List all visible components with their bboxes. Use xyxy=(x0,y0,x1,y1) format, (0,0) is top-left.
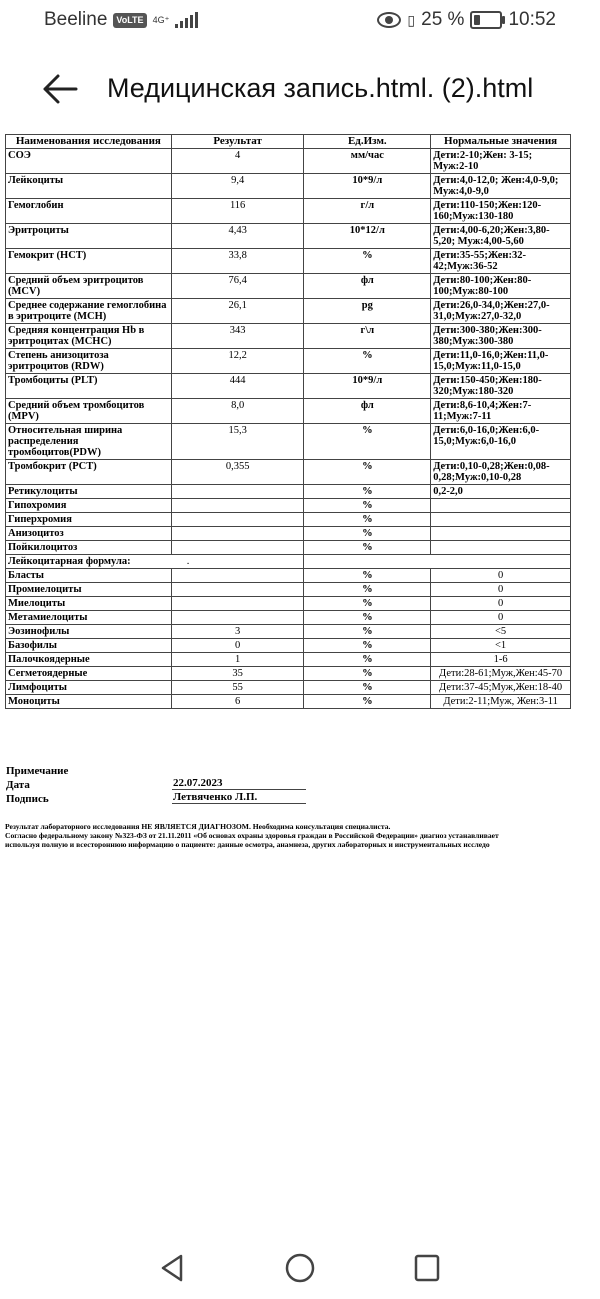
cell-unit: % xyxy=(304,681,431,695)
table-row xyxy=(6,249,571,274)
cell-result: 4,43 xyxy=(171,224,304,249)
table-row xyxy=(6,149,571,174)
header-unit: Ед.Изм. xyxy=(304,135,431,149)
cell-unit: % xyxy=(304,527,431,541)
date-label: Дата xyxy=(6,779,30,791)
table-row xyxy=(6,527,571,541)
table-row xyxy=(6,639,571,653)
status-bar xyxy=(0,0,600,42)
cell-result: 35 xyxy=(171,667,304,681)
table-row xyxy=(6,653,571,667)
cell-result xyxy=(171,485,304,499)
cell-unit: % xyxy=(304,625,431,639)
cell-name: Пойкилоцитоз xyxy=(6,541,172,555)
cell-result: 6 xyxy=(171,695,304,709)
table-row xyxy=(6,681,571,695)
cell-norm: <5 xyxy=(431,625,571,639)
cell-name: Гемоглобин xyxy=(6,199,172,224)
table-row xyxy=(6,583,571,597)
cell-unit: % xyxy=(304,513,431,527)
cell-unit: 10*9/л xyxy=(304,174,431,199)
header-result: Результат xyxy=(171,135,304,149)
eye-icon xyxy=(377,12,401,28)
cell-norm: 1-6 xyxy=(431,653,571,667)
cell-norm: Дети:35-55;Жен:32-42;Муж:36-52 xyxy=(431,249,571,274)
table-row xyxy=(6,199,571,224)
nav-home-icon[interactable] xyxy=(283,1248,317,1288)
cell-norm: Дети:37-45;Муж,Жен:18-40 xyxy=(431,681,571,695)
disclaimer-line-1: Результат лабораторного исследования НЕ ЯВЛЯЕТСЯ ДИАГНОЗОМ. Необходима консультация специалиста. xyxy=(5,822,391,831)
network-type: 4G⁺ xyxy=(152,14,170,25)
cell-unit: % xyxy=(304,569,431,583)
table-row xyxy=(6,399,571,424)
cell-result xyxy=(171,541,304,555)
cell-result xyxy=(171,597,304,611)
cell-unit: мм/час xyxy=(304,149,431,174)
cell-result: 76,4 xyxy=(171,274,304,299)
cell-name: Эозинофилы xyxy=(6,625,172,639)
cell-norm: Дети:11,0-16,0;Жен:11,0-15,0;Муж:11,0-15,0 xyxy=(431,349,571,374)
table-row xyxy=(6,374,571,399)
cell-unit: % xyxy=(304,424,431,460)
cell-name: Лейкоциты xyxy=(6,174,172,199)
cell-norm xyxy=(431,527,571,541)
cell-norm: 0 xyxy=(431,611,571,625)
cell-unit: фл xyxy=(304,399,431,424)
cell-result xyxy=(171,583,304,597)
cell-result: 15,3 xyxy=(171,424,304,460)
cell-result: 4 xyxy=(171,149,304,174)
cell-result: 12,2 xyxy=(171,349,304,374)
battery-icon xyxy=(470,11,502,29)
cell-norm: Дети:2-10;Жен: 3-15; Муж:2-10 xyxy=(431,149,571,174)
vibrate-icon: ▯ xyxy=(407,11,416,28)
disclaimer-line-3: используя полную и всестороннюю информацию о пациенте: данные осмотра, анамнеза, других лабораторных и инструментальных исследо xyxy=(5,840,490,849)
cell-name: Степень анизоцитоза эритроцитов (RDW) xyxy=(6,349,172,374)
cell-result: 343 xyxy=(171,324,304,349)
cell-unit: % xyxy=(304,667,431,681)
cell-unit: % xyxy=(304,639,431,653)
cell-unit: % xyxy=(304,541,431,555)
table-row xyxy=(6,569,571,583)
cell-norm: Дети:8,6-10,4;Жен:7-11;Муж:7-11 xyxy=(431,399,571,424)
clock: 10:52 xyxy=(508,9,556,30)
cell-result: 55 xyxy=(171,681,304,695)
header-name: Наименования исследования xyxy=(6,135,172,149)
cell-name: Среднее содержание гемоглобина в эритроците (МСН) xyxy=(6,299,172,324)
formula-dot: . xyxy=(186,556,190,567)
table-row xyxy=(6,541,571,555)
date-value: 22.07.2023 xyxy=(172,777,306,790)
nav-recents-icon[interactable] xyxy=(412,1248,442,1288)
cell-norm: Дети:300-380;Жен:300-380;Муж:300-380 xyxy=(431,324,571,349)
cell-unit: г\л xyxy=(304,324,431,349)
cell-name: Палочкоядерные xyxy=(6,653,172,667)
cell-name: Тромбокрит (PCT) xyxy=(6,460,172,485)
cell-norm: <1 xyxy=(431,639,571,653)
note-label: Примечание xyxy=(6,765,69,777)
cell-result: 116 xyxy=(171,199,304,224)
cell-norm xyxy=(431,541,571,555)
cell-name: Миелоциты xyxy=(6,597,172,611)
sign-value: Летвяченко Л.П. xyxy=(172,791,306,804)
cell-norm: Дети:150-450;Жен:180-320;Муж:180-320 xyxy=(431,374,571,399)
cell-name: Ретикулоциты xyxy=(6,485,172,499)
cell-norm: 0 xyxy=(431,597,571,611)
app-bar xyxy=(0,60,600,120)
cell-unit: pg xyxy=(304,299,431,324)
table-row xyxy=(6,695,571,709)
cell-result: 1 xyxy=(171,653,304,667)
volte-badge: VoLTE xyxy=(113,13,146,28)
cell-name: Средний объем тромбоцитов (MPV) xyxy=(6,399,172,424)
cell-name: Базофилы xyxy=(6,639,172,653)
cell-norm: Дети:0,10-0,28;Жен:0,08-0,28;Муж:0,10-0,28 xyxy=(431,460,571,485)
cell-name: СОЭ xyxy=(6,149,172,174)
cell-name: Моноциты xyxy=(6,695,172,709)
table-row xyxy=(6,667,571,681)
table-row xyxy=(6,324,571,349)
table-row xyxy=(6,424,571,460)
table-header-row xyxy=(6,135,571,149)
cell-name: Гиперхромия xyxy=(6,513,172,527)
sign-label: Подпись xyxy=(6,793,49,805)
cell-norm: 0,2-2,0 xyxy=(431,485,571,499)
cell-name: Анизоцитоз xyxy=(6,527,172,541)
cell-norm: Дети:26,0-34,0;Жен:27,0-31,0;Муж:27,0-32,0 xyxy=(431,299,571,324)
cell-norm xyxy=(431,513,571,527)
cell-norm: Дети:4,00-6,20;Жен:3,80-5,20; Муж:4,00-5,60 xyxy=(431,224,571,249)
results-table xyxy=(5,134,571,709)
table-row xyxy=(6,224,571,249)
formula-header-row xyxy=(6,555,571,569)
nav-back-icon[interactable] xyxy=(157,1248,187,1288)
battery-percent: 25 % xyxy=(421,9,465,30)
cell-unit: % xyxy=(304,611,431,625)
table-row xyxy=(6,299,571,324)
signal-icon xyxy=(175,12,198,28)
table-row xyxy=(6,499,571,513)
cell-norm xyxy=(431,499,571,513)
cell-unit: % xyxy=(304,460,431,485)
back-arrow-icon[interactable] xyxy=(40,72,80,106)
cell-norm: Дети:2-11;Муж, Жен:3-11 xyxy=(431,695,571,709)
cell-result xyxy=(171,499,304,513)
cell-norm: Дети:80-100;Жен:80-100;Муж:80-100 xyxy=(431,274,571,299)
cell-norm: 0 xyxy=(431,569,571,583)
cell-name: Тромбоциты (PLT) xyxy=(6,374,172,399)
cell-result xyxy=(171,569,304,583)
cell-unit: 10*12/л xyxy=(304,224,431,249)
cell-name: Промиелоциты xyxy=(6,583,172,597)
cell-name: Сегметоядерные xyxy=(6,667,172,681)
cell-name: Гипохромия xyxy=(6,499,172,513)
cell-name: Лимфоциты xyxy=(6,681,172,695)
carrier-name: Beeline xyxy=(44,9,108,30)
cell-name: Эритроциты xyxy=(6,224,172,249)
disclaimer xyxy=(5,822,600,849)
table-row xyxy=(6,174,571,199)
header-norm: Нормальные значения xyxy=(431,135,571,149)
table-row xyxy=(6,274,571,299)
cell-name: Средняя концентрация Hb в эритроцитах (МСНС) xyxy=(6,324,172,349)
cell-unit: % xyxy=(304,583,431,597)
document-view[interactable] xyxy=(5,134,571,709)
cell-unit: % xyxy=(304,485,431,499)
cell-result: 3 xyxy=(171,625,304,639)
cell-result: 9,4 xyxy=(171,174,304,199)
cell-norm: Дети:6,0-16,0;Жен:6,0-15,0;Муж:6,0-16,0 xyxy=(431,424,571,460)
cell-unit: % xyxy=(304,349,431,374)
cell-result: 0,355 xyxy=(171,460,304,485)
cell-result xyxy=(171,513,304,527)
cell-unit: г/л xyxy=(304,199,431,224)
cell-name: Бласты xyxy=(6,569,172,583)
cell-name: Средний объем эритроцитов (MCV) xyxy=(6,274,172,299)
cell-unit: % xyxy=(304,695,431,709)
table-row xyxy=(6,513,571,527)
table-row xyxy=(6,597,571,611)
cell-result xyxy=(171,527,304,541)
cell-result: 444 xyxy=(171,374,304,399)
cell-unit: % xyxy=(304,653,431,667)
cell-name: Относительная ширина распределения тромбоцитов(PDW) xyxy=(6,424,172,460)
table-row xyxy=(6,625,571,639)
cell-norm: Дети:110-150;Жен:120-160;Муж:130-180 xyxy=(431,199,571,224)
cell-norm: Дети:28-61;Муж,Жен:45-70 xyxy=(431,667,571,681)
cell-unit: % xyxy=(304,249,431,274)
cell-result: 8,0 xyxy=(171,399,304,424)
page-title: Медицинская запись.html. (2).html xyxy=(107,73,534,103)
cell-result xyxy=(171,611,304,625)
cell-result: 26,1 xyxy=(171,299,304,324)
formula-label: Лейкоцитарная формула: xyxy=(8,556,131,567)
cell-norm: Дети:4,0-12,0; Жен:4,0-9,0; Муж:4,0-9,0 xyxy=(431,174,571,199)
navigation-bar xyxy=(0,1248,600,1288)
cell-result: 33,8 xyxy=(171,249,304,274)
table-row xyxy=(6,460,571,485)
disclaimer-line-2: Согласно федеральному закону №323-ФЗ от 21.11.2011 «Об основах охраны здоровья граждан в Российской Федерации» диагноз устанавливает xyxy=(5,831,499,840)
table-row xyxy=(6,611,571,625)
cell-result: 0 xyxy=(171,639,304,653)
cell-unit: % xyxy=(304,597,431,611)
table-row xyxy=(6,485,571,499)
cell-unit: 10*9/л xyxy=(304,374,431,399)
cell-name: Гемокрит (НСТ) xyxy=(6,249,172,274)
cell-name: Метамиелоциты xyxy=(6,611,172,625)
cell-unit: % xyxy=(304,499,431,513)
cell-norm: 0 xyxy=(431,583,571,597)
cell-unit: фл xyxy=(304,274,431,299)
table-row xyxy=(6,349,571,374)
